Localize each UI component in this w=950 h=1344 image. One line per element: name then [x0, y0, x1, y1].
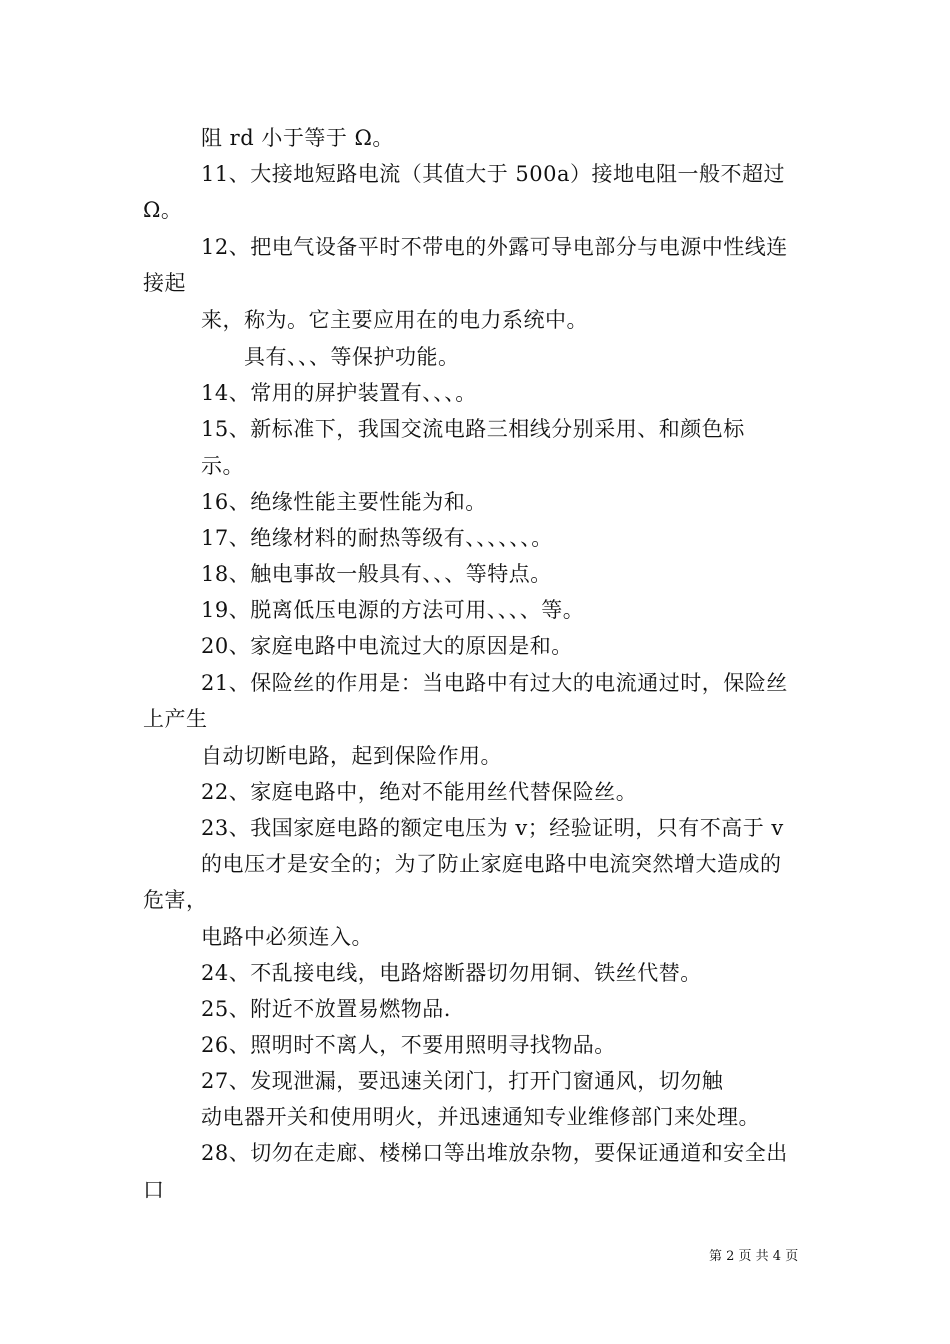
- text-line: 自动切断电路，起到保险作用。: [201, 744, 502, 768]
- text-line: 14、常用的屏护装置有、、、。: [201, 381, 477, 405]
- text-line: 动电器开关和使用明火，并迅速通知专业维修部门来处理。: [201, 1105, 760, 1129]
- text-line: 17、绝缘材料的耐热等级有、、、、、、。: [201, 526, 553, 550]
- text-line: 具有、、、等保护功能。: [244, 345, 460, 369]
- text-line: 19、脱离低压电源的方法可用、、、、等。: [201, 598, 585, 622]
- text-line: 阻 rd 小于等于 Ω。: [201, 126, 394, 150]
- text-line: 上产生: [143, 707, 208, 731]
- text-line: 口: [143, 1178, 165, 1202]
- text-line: 28、切勿在走廊、楼梯口等出堆放杂物，要保证通道和安全出: [201, 1141, 788, 1165]
- text-line: Ω。: [143, 198, 183, 222]
- text-line: 22、家庭电路中，绝对不能用丝代替保险丝。: [201, 780, 638, 804]
- page-number: 第 2 页 共 4 页: [709, 1249, 799, 1264]
- text-line: 的电压才是安全的；为了防止家庭电路中电流突然增大造成的: [201, 852, 782, 876]
- text-line: 接起: [143, 271, 186, 295]
- text-line: 危害，: [143, 888, 208, 912]
- text-line: 27、发现泄漏，要迅速关闭门，打开门窗通风，切勿触: [201, 1069, 724, 1093]
- text-line: 16、绝缘性能主要性能为和。: [201, 490, 487, 514]
- text-line: 示。: [201, 454, 244, 478]
- text-line: 24、不乱接电线，电路熔断器切勿用铜、铁丝代替。: [201, 961, 702, 985]
- text-line: 12、把电气设备平时不带电的外露可导电部分与电源中性线连: [201, 235, 788, 259]
- text-line: 18、触电事故一般具有、、、等特点。: [201, 562, 552, 586]
- text-line: 20、家庭电路中电流过大的原因是和。: [201, 634, 573, 658]
- text-line: 21、保险丝的作用是：当电路中有过大的电流通过时，保险丝: [201, 671, 788, 695]
- text-line: 26、照明时不离人，不要用照明寻找物品。: [201, 1033, 616, 1057]
- text-line: 来，称为。它主要应用在的电力系统中。: [201, 308, 588, 332]
- text-line: 电路中必须连入。: [201, 925, 373, 949]
- text-line: 25、附近不放置易燃物品.: [201, 997, 451, 1021]
- text-line: 11、大接地短路电流（其值大于 500a）接地电阻一般不超过: [201, 162, 785, 186]
- text-line: 23、我国家庭电路的额定电压为 v；经验证明，只有不高于 v: [201, 816, 784, 840]
- text-line: 15、新标准下，我国交流电路三相线分别采用、和颜色标: [201, 417, 745, 441]
